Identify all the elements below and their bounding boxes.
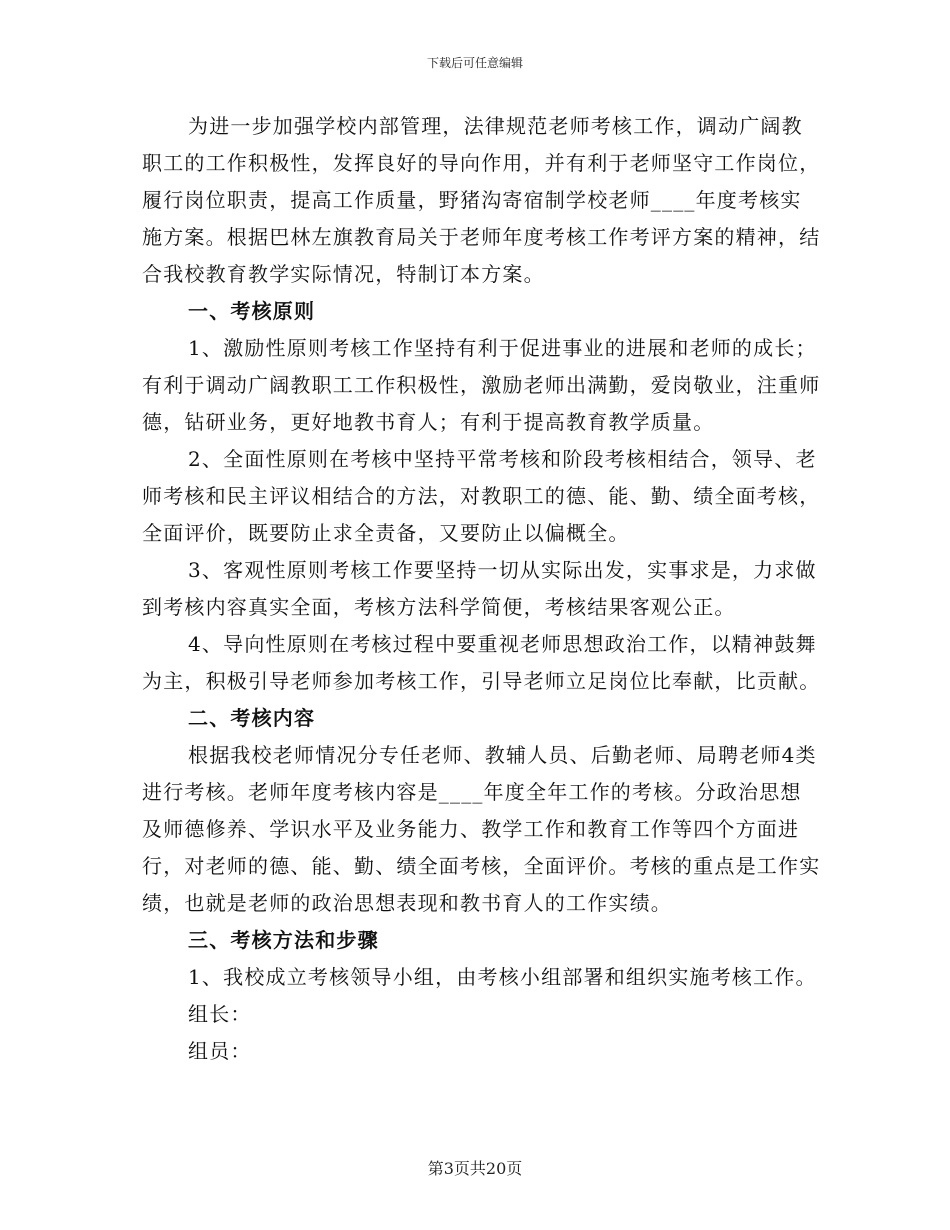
principle-1-paragraph: 1、激励性原则考核工作坚持有利于促进事业的进展和老师的成长；有利于调动广阔教职工工作积极性，激励老师出满勤，爱岗敬业，注重师德，钻研业务，更好地教书育人；有利于提高教育教学质量。 [142,336,821,434]
section-2-heading: 二、考核内容 [188,706,316,730]
page-header: 下载后可任意编辑 [426,56,523,70]
members-line: 组员： [188,1039,252,1063]
method-1-paragraph: 1、我校成立考核领导小组，由考核小组部署和组织实施考核工作。 [188,965,817,989]
principle-2-paragraph: 2、全面性原则在考核中坚持平常考核和阶段考核相结合，领导、老师考核和民主评议相结合的方法，对教职工的德、能、勤、绩全面考核，全面评价，既要防止求全责备，又要防止以偏概全。 [142,447,821,545]
principle-4-paragraph: 4、导向性原则在考核过程中要重视老师思想政治工作，以精神鼓舞为主，积极引导老师参加考核工作，引导老师立足岗位比奉献，比贡献。 [142,632,821,693]
section-1-heading: 一、考核原则 [188,299,316,323]
leader-line: 组长： [188,1002,252,1026]
section-3-heading: 三、考核方法和步骤 [188,928,379,952]
content-paragraph: 根据我校老师情况分专任老师、教辅人员、后勤老师、局聘老师4类进行考核。老师年度考核内容是____年度全年工作的考核。分政治思想及师德修养、学识水平及业务能力、教学工作和教育工作等四个方面进行，对老师的德、能、勤、绩全面考核，全面评价。考核的重点是工作实绩，也就是老师的政治思想表现和教书育人的工作实绩。 [142,743,821,915]
page-footer: 第3页共20页 [427,1159,523,1178]
principle-3-paragraph: 3、客观性原则考核工作要坚持一切从实际出发，实事求是，力求做到考核内容真实全面，考核方法科学简便，考核结果客观公正。 [142,558,817,619]
document-body [142,108,822,1070]
intro-paragraph: 为进一步加强学校内部管理，法律规范老师考核工作，调动广阔教职工的工作积极性，发挥良好的导向作用，并有利于老师坚守工作岗位，履行岗位职责，提高工作质量，野猪沟寄宿制学校老师____年度考核实施方案。根据巴林左旗教育局关于老师年度考核工作考评方案的精神，结合我校教育教学实际情况，特制订本方案。 [142,114,821,286]
